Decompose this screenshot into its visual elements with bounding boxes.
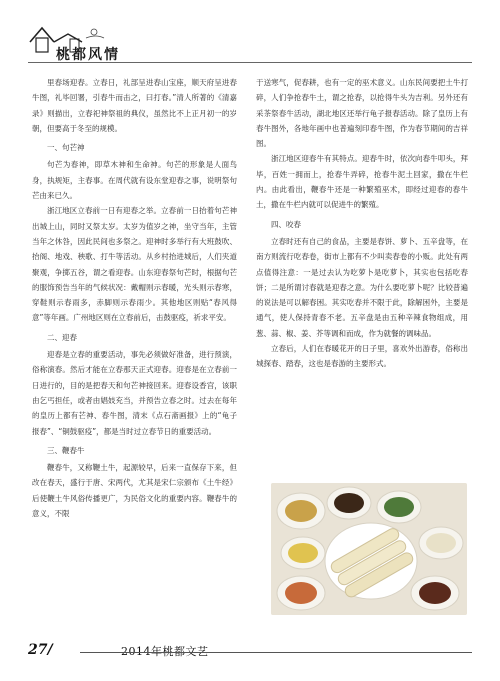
paragraph: 迎春是立春的重要活动，事先必须做好准备，进行预演，俗称演春。然后才能在立春那天正式迎春。迎春是在立春前一日进行的，目的是把春天和句芒神接回来。迎春设香宫，该职由乞丐担任，或者由娼妓充当，并预告立春之时。过去在每年的皇历上都有芒神、春牛图，清末《点石斋画报》上的“龟子报春”、“铜鼓驱疫”，都是当时过立春节日的重要活动。: [32, 350, 237, 436]
footer-divider: [80, 652, 472, 653]
header-divider: [28, 62, 472, 63]
page-number: 27/: [28, 642, 53, 658]
paragraph: 鞭春牛，又称鞭土牛，起源较早，后来一直保存下来，但改在春天，盛行于唐、宋两代，尤其是宋仁宗颁布《土牛经》后使鞭土牛风俗传播更广，为民俗文化的重要内容。鞭春牛的意义，不限: [32, 463, 237, 519]
paragraph: 句芒为春神，即草木神和生命神。句芒的形象是人面鸟身，执规矩，主春事。在周代就有设东堂迎春之事，说明祭句芒由来已久。: [32, 160, 237, 201]
paragraph: 浙江地区迎春牛有其特点。迎春牛时，依次向春牛叩头，拜毕，百姓一拥而上，抢春牛弄碎，抢春牛泥土回家，撒在牛栏内。由此看出，鞭春牛还是一种繁殖巫术，即经过迎春的春牛土，撒在牛栏内就可以促进牛的繁殖。: [256, 154, 468, 210]
right-column: [256, 75, 468, 372]
subheading-yao-chun: 四、咬春: [271, 219, 301, 229]
subheading-gou-mang-shen: 一、句芒神: [47, 143, 85, 153]
subheading-bian-chun-niu: 三、鞭春牛: [47, 445, 85, 455]
page-header: [0, 0, 500, 62]
left-column: [32, 75, 237, 521]
paragraph: 浙江地区立春前一日有迎春之举。立春前一日抬着句芒神出城上山，同时又祭太岁。太岁为值岁之神，坐守当年，主管当年之休咎，因此民间也多祭之。迎神时多举行有大班鼓吹、抬阁、地戏、秧歌、打牛等活动。从乡村抬进城后，人们夹道聚观，争掷五谷，谓之看迎春。山东迎春祭句芒时，根据句芒的服饰预告当年的气候状况：戴帽则示春暖，光头则示春寒，穿鞋则示春雨多，赤脚则示春雨少。其他地区则贴“春风得意”等年画。广州地区则在立春前后，击鼓驱疫，祈求平安。: [32, 206, 237, 323]
paragraph: 立春时还有自己的食品，主要是春饼、萝卜、五辛盘等，在南方则流行吃春卷，街市上都有不少叫卖春卷的小贩。此处有两点值得注意：一是过去认为吃萝卜是吃萝卜，其实也包括吃春饼；二是所谓讨春就是迎春之意。为什么要吃萝卜呢？比较普遍的说法是可以解春困。其实吃春并不限于此，除解困外，主要是通气，使人保持青春不老。五辛盘是由五种辛辣食物组成，用葱、蒜、椒、姜、芥等调和而成，作为就餐的调味品。: [256, 236, 468, 338]
subheading-ying-chun: 二、迎春: [47, 332, 77, 342]
spring-food-photo: [271, 483, 467, 615]
spring-rolls-dishes-image: [271, 483, 467, 615]
paragraph: 里春场迎春。立春日，礼部呈进春山宝座，顺天府呈进春牛图，礼毕回署，引春牛而击之，曰打春。”清人所著的《清嘉录》则描出，立春祀神祭祖的典仪，虽然比不上正月初一的岁朝，但要高于冬至的规模。: [32, 78, 237, 133]
section-title: 桃都风情: [56, 47, 120, 63]
paragraph: 立春后，人们在春暖花开的日子里，喜欢外出游春，俗称出城探春、踏春，这也是春游的主要形式。: [256, 344, 468, 369]
magazine-name: 2014年桃都文艺: [121, 645, 209, 658]
paragraph: 于送寒气，促春耕，也有一定的巫术意义。山东民间要把土牛打碎，人们争抢春牛土，谓之抢春，以抢得牛头为吉利。另外还有采茶祭春牛活动，湖北地区还举行龟子报春活动。除了皇历上有春牛图外，各地年画中也普遍刻印春牛图，作为春节期间的吉祥图。: [256, 78, 468, 149]
